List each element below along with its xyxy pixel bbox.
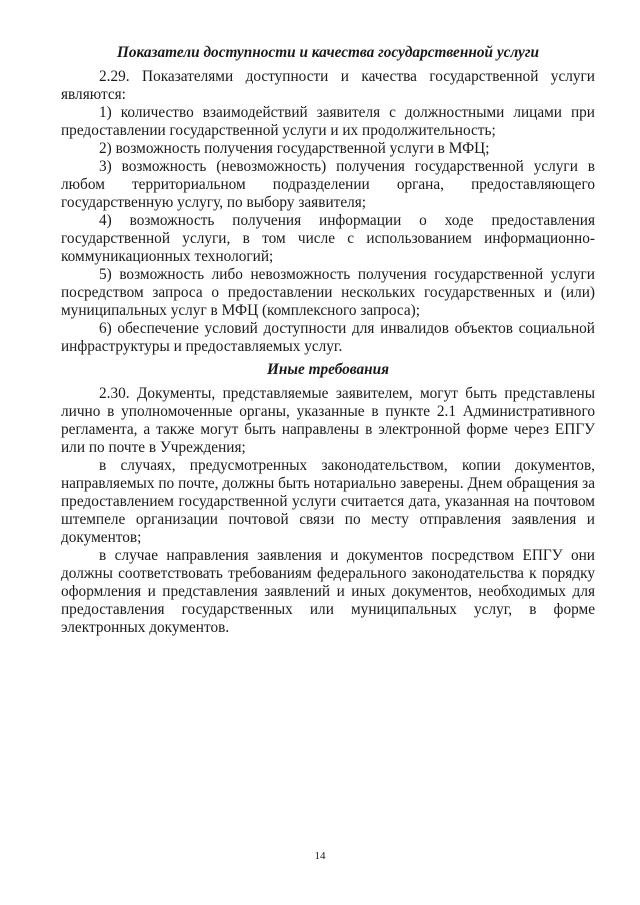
page-number: 14 xyxy=(314,850,326,862)
page-content xyxy=(61,44,595,637)
paragraph-2-30: 2.30. Документы, представляемые заявителем, могут быть представлены лично в уполномоченные органы, указанные в пункте 2.1 Административного регламента, а также могут быть направлены в электронной форме через ЕПГУ или по почте в Учреждения; xyxy=(61,385,595,456)
list-item-3: 3) возможность (невозможность) получения государственной услуги в любом территориальном подразделении органа, предоставляющего государственную услугу, по выбору заявителя; xyxy=(61,158,595,211)
list-item-6: 6) обеспечение условий доступности для инвалидов объектов социальной инфраструктуры и предоставляемых услуг. xyxy=(61,320,595,355)
list-item-4: 4) возможность получения информации о ходе предоставления государственной услуги, в том числе с использованием информационно-коммуникационных технологий; xyxy=(61,212,595,265)
list-item-2: 2) возможность получения государственной услуги в МФЦ; xyxy=(99,140,490,157)
paragraph-electronic-submission: в случае направления заявления и документов посредством ЕПГУ они должны соответствовать требованиям федерального законодательства к порядку оформления и представления заявлений и иных документов, необходимых для предоставления государственных или муниципальных услуг, в форме электронных документов. xyxy=(61,547,595,636)
list-item-5: 5) возможность либо невозможность получения государственной услуги посредством запроса о предоставлении нескольких государственных и (или) муниципальных услуг в МФЦ (комплексного запроса); xyxy=(61,266,595,319)
section-heading-accessibility: Показатели доступности и качества государственной услуги xyxy=(116,44,539,61)
list-item-1: 1) количество взаимодействий заявителя с должностными лицами при предоставлении государственной услуги и их продолжительность; xyxy=(61,104,595,139)
paragraph-notarized-copies: в случаях, предусмотренных законодательством, копии документов, направляемых по почте, должны быть нотариально заверены. Днем обращения за предоставлением государственной услуги считается дата, указанная на почтовом штемпеле организации почтовой связи по месту отправления заявления и документов; xyxy=(61,457,595,546)
section-heading-other-requirements: Иные требования xyxy=(266,361,390,378)
paragraph-2-29-intro: 2.29. Показателями доступности и качества государственной услуги являются: xyxy=(61,68,595,103)
